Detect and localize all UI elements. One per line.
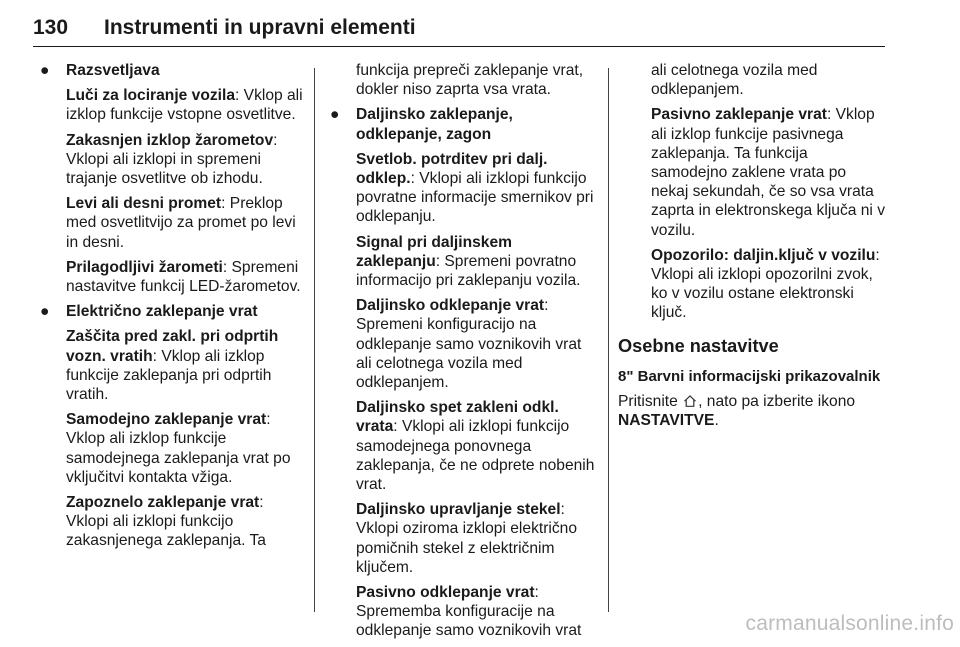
setting-item: Daljinsko spet zakleni odkl. vrata: Vklopi ali izklopi funkcijo samodejnega ponovnega zaklepanja, če ne odprete nobenih vrat. xyxy=(356,399,595,494)
header-rule xyxy=(33,46,885,47)
page-header xyxy=(0,0,960,50)
column-divider-1 xyxy=(314,68,315,612)
setting-item: Zapoznelo zaklepanje vrat: Vklopi ali izklopi funkcijo zakasnjenega zaklepanja. Ta xyxy=(66,494,266,550)
section-title: Osebne nastavitve xyxy=(618,335,779,356)
bullet-elektricno-zaklepanje: ● Električno zaklepanje vrat xyxy=(40,303,258,321)
setting-item: Zakasnjen izklop žarometov: Vklopi ali izklopi in spremeni trajanje osvetlitve ob izhodu. xyxy=(66,131,278,188)
setting-item: Pasivno zaklepanje vrat: Vklop ali izklop funkcije pasivnega zaklepanja. Ta funkcija samodejno zaklene vrata po nekaj sekundah, če so vsa vrata zaprta in elektronskega ključa ni v vozilu. xyxy=(651,106,886,239)
bullet-dot: ● xyxy=(40,62,50,79)
column-3 xyxy=(618,61,886,436)
subsection-title: 8" Barvni informacijski prikazovalnik xyxy=(618,367,881,385)
setting-item: Daljinsko odklepanje vrat: Spremeni konfiguracijo na odklepanje samo voznikovih vrat ali celotnega vozila med odklepanjem. xyxy=(356,297,582,392)
continued-text: ali celotnega vozila med odklepanjem. xyxy=(651,62,818,99)
column-1 xyxy=(33,61,303,557)
setting-item: Signal pri daljinskem zaklepanju: Spremeni povratno informacijo pri zaklepanju vozila. xyxy=(356,233,581,290)
setting-item: Levi ali desni promet: Preklop med osvetlitvijo za promet po levi in desni. xyxy=(66,195,296,251)
column-divider-2 xyxy=(608,68,609,612)
column-2 xyxy=(323,61,595,647)
setting-item: Samodejno zaklepanje vrat: Vklop ali izklop funkcije samodejnega zaklepanja vrat po vključitvi kontakta vžiga. xyxy=(66,411,291,486)
setting-item: Svetlob. potrditev pri dalj. odklep.: Vklopi ali izklopi funkcijo povratne informacije smernikov pri odklepanju. xyxy=(356,150,594,226)
setting-item: Daljinsko upravljanje stekel: Vklopi oziroma izklopi električno pomičnih stekel z električnim ključem. xyxy=(356,501,578,576)
continued-text: funkcija prepreči zaklepanje vrat, dokler niso zaprta vsa vrata. xyxy=(356,62,584,99)
page-number: 130 xyxy=(33,16,69,39)
home-icon xyxy=(683,394,697,408)
bullet-dot: ● xyxy=(330,106,340,124)
setting-item: Pasivno odklepanje vrat: Sprememba konfiguracije na odklepanje samo voznikovih vrat xyxy=(356,584,582,640)
bullet-dot: ● xyxy=(40,303,50,321)
watermark: carmanualsonline.info xyxy=(745,612,954,635)
bullet-razsvetljava: ● Razsvetljava xyxy=(40,62,160,79)
setting-item: Luči za lociranje vozila: Vklop ali izklop funkcije vstopne osvetlitve. xyxy=(66,87,303,124)
page-title: Instrumenti in upravni elementi xyxy=(104,16,416,39)
setting-item: Prilagodljivi žarometi: Spremeni nastavitve funkcij LED-žarometov. xyxy=(66,258,301,296)
instruction-paragraph: Pritisnite , nato pa izberite ikono NASTAVITVE. xyxy=(618,392,856,430)
setting-item: Opozorilo: daljin.ključ v vozilu: Vklopi ali izklopi opozorilni zvok, ko v vozilu ostane elektronski ključ. xyxy=(651,246,880,322)
bullet-daljinsko-zaklepanje: ● Daljinsko zaklepanje, odklepanje, zagon xyxy=(330,106,513,143)
setting-item: Zaščita pred zakl. pri odprtih vozn. vratih: Vklop ali izklop funkcije zaklepanja pri odprtih vratih. xyxy=(66,328,279,404)
